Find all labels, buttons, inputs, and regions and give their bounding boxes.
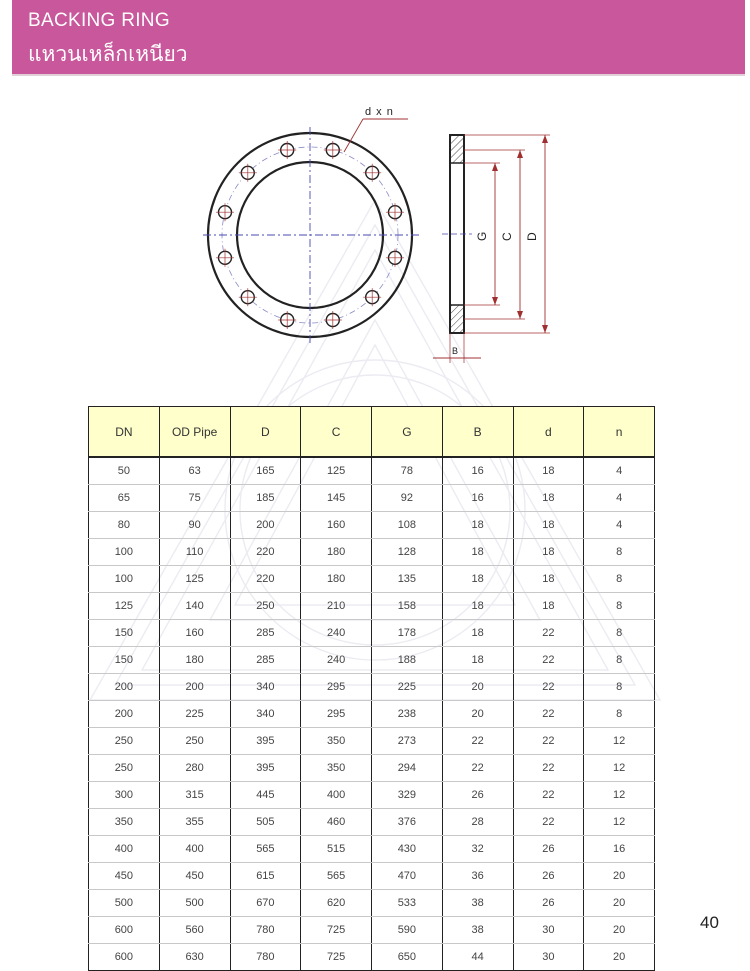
table-cell: 125 — [89, 593, 160, 620]
table-cell: 395 — [230, 728, 301, 755]
table-cell: 28 — [442, 809, 513, 836]
table-cell: 165 — [230, 457, 301, 485]
table-cell: 515 — [301, 836, 372, 863]
table-row — [89, 457, 655, 485]
table-cell: 78 — [372, 457, 443, 485]
table-cell: 8 — [584, 701, 655, 728]
table-row — [89, 512, 655, 539]
table-row — [89, 782, 655, 809]
table-cell: 350 — [301, 755, 372, 782]
table-cell: 150 — [89, 620, 160, 647]
table-cell: 8 — [584, 620, 655, 647]
table-cell: 400 — [89, 836, 160, 863]
table-cell: 285 — [230, 620, 301, 647]
page-title: BACKING RING — [28, 10, 170, 31]
table-row — [89, 728, 655, 755]
table-cell: 300 — [89, 782, 160, 809]
table-cell: 44 — [442, 944, 513, 971]
table-cell: 240 — [301, 620, 372, 647]
table-cell: 12 — [584, 809, 655, 836]
table-cell: 26 — [513, 890, 584, 917]
table-cell: 12 — [584, 728, 655, 755]
table-cell: 8 — [584, 647, 655, 674]
table-cell: 18 — [442, 566, 513, 593]
table-cell: 128 — [372, 539, 443, 566]
table-cell: 22 — [513, 755, 584, 782]
table-cell: 470 — [372, 863, 443, 890]
table-cell: 22 — [442, 728, 513, 755]
table-cell: 12 — [584, 755, 655, 782]
table-cell: 100 — [89, 539, 160, 566]
table-cell: 238 — [372, 701, 443, 728]
table-cell: 22 — [513, 620, 584, 647]
table-cell: 32 — [442, 836, 513, 863]
table-cell: 90 — [159, 512, 230, 539]
table-cell: 240 — [301, 647, 372, 674]
table-cell: 22 — [513, 674, 584, 701]
table-cell: 20 — [584, 944, 655, 971]
table-cell: 450 — [89, 863, 160, 890]
table-row — [89, 485, 655, 512]
table-cell: 75 — [159, 485, 230, 512]
column-header: D — [230, 407, 301, 458]
backing-ring-drawing — [195, 95, 575, 375]
table-cell: 376 — [372, 809, 443, 836]
table-row — [89, 674, 655, 701]
table-cell: 160 — [301, 512, 372, 539]
table-cell: 18 — [513, 485, 584, 512]
table-cell: 350 — [89, 809, 160, 836]
table-cell: 565 — [301, 863, 372, 890]
table-cell: 505 — [230, 809, 301, 836]
table-cell: 140 — [159, 593, 230, 620]
table-cell: 500 — [89, 890, 160, 917]
table-cell: 18 — [442, 512, 513, 539]
table-cell: 180 — [301, 566, 372, 593]
table-cell: 36 — [442, 863, 513, 890]
table-cell: 8 — [584, 566, 655, 593]
table-cell: 620 — [301, 890, 372, 917]
table-cell: 560 — [159, 917, 230, 944]
column-header: d — [513, 407, 584, 458]
table-cell: 450 — [159, 863, 230, 890]
table-cell: 100 — [89, 566, 160, 593]
table-cell: 220 — [230, 539, 301, 566]
table-cell: 18 — [513, 593, 584, 620]
table-cell: 12 — [584, 782, 655, 809]
table-cell: 18 — [513, 457, 584, 485]
table-cell: 250 — [89, 728, 160, 755]
table-cell: 445 — [230, 782, 301, 809]
table-cell: 615 — [230, 863, 301, 890]
table-cell: 225 — [372, 674, 443, 701]
table-cell: 158 — [372, 593, 443, 620]
table-cell: 210 — [301, 593, 372, 620]
table-cell: 600 — [89, 917, 160, 944]
table-cell: 200 — [159, 674, 230, 701]
table-cell: 400 — [301, 782, 372, 809]
table-cell: 500 — [159, 890, 230, 917]
table-row — [89, 809, 655, 836]
table-cell: 18 — [442, 620, 513, 647]
table-cell: 200 — [230, 512, 301, 539]
dim-label-b: B — [452, 346, 459, 356]
table-cell: 200 — [89, 674, 160, 701]
table-cell: 26 — [513, 836, 584, 863]
table-cell: 22 — [513, 809, 584, 836]
table-cell: 50 — [89, 457, 160, 485]
table-cell: 630 — [159, 944, 230, 971]
column-header: DN — [89, 407, 160, 458]
table-cell: 725 — [301, 917, 372, 944]
table-cell: 4 — [584, 457, 655, 485]
table-cell: 250 — [89, 755, 160, 782]
table-cell: 600 — [89, 944, 160, 971]
table-cell: 20 — [584, 890, 655, 917]
table-cell: 8 — [584, 593, 655, 620]
table-cell: 250 — [159, 728, 230, 755]
table-cell: 780 — [230, 944, 301, 971]
table-cell: 18 — [442, 647, 513, 674]
table-cell: 20 — [442, 674, 513, 701]
table-cell: 395 — [230, 755, 301, 782]
page-subtitle: แหวนเหล็กเหนียว — [28, 42, 188, 66]
table-cell: 650 — [372, 944, 443, 971]
table-cell: 20 — [442, 701, 513, 728]
table-row — [89, 566, 655, 593]
dim-label-g: G — [475, 231, 489, 241]
table-cell: 108 — [372, 512, 443, 539]
table-cell: 135 — [372, 566, 443, 593]
table-cell: 220 — [230, 566, 301, 593]
table-cell: 8 — [584, 539, 655, 566]
table-cell: 178 — [372, 620, 443, 647]
table-cell: 400 — [159, 836, 230, 863]
table-cell: 38 — [442, 890, 513, 917]
table-body — [89, 457, 655, 971]
table-cell: 16 — [442, 457, 513, 485]
table-cell: 22 — [513, 728, 584, 755]
header-banner — [12, 0, 745, 74]
table-cell: 145 — [301, 485, 372, 512]
table-cell: 188 — [372, 647, 443, 674]
table-cell: 26 — [442, 782, 513, 809]
header-divider — [12, 74, 745, 76]
table-row — [89, 539, 655, 566]
dim-label-d: D — [525, 232, 539, 241]
table-cell: 430 — [372, 836, 443, 863]
table-row — [89, 620, 655, 647]
page-number: 40 — [700, 913, 719, 932]
table-row — [89, 647, 655, 674]
table-cell: 315 — [159, 782, 230, 809]
table-cell: 565 — [230, 836, 301, 863]
table-cell: 22 — [513, 701, 584, 728]
table-cell: 4 — [584, 485, 655, 512]
column-header: G — [372, 407, 443, 458]
table-cell: 18 — [513, 566, 584, 593]
table-cell: 160 — [159, 620, 230, 647]
table-cell: 80 — [89, 512, 160, 539]
table-cell: 30 — [513, 917, 584, 944]
table-cell: 125 — [159, 566, 230, 593]
table-cell: 295 — [301, 674, 372, 701]
table-cell: 63 — [159, 457, 230, 485]
table-cell: 4 — [584, 512, 655, 539]
table-cell: 350 — [301, 728, 372, 755]
column-header: B — [442, 407, 513, 458]
table-cell: 590 — [372, 917, 443, 944]
side-view — [433, 135, 550, 363]
table-cell: 355 — [159, 809, 230, 836]
column-header: C — [301, 407, 372, 458]
table-cell: 26 — [513, 863, 584, 890]
table-row — [89, 917, 655, 944]
table-cell: 8 — [584, 674, 655, 701]
table-cell: 273 — [372, 728, 443, 755]
dim-label-c: C — [500, 232, 514, 241]
table-cell: 250 — [230, 593, 301, 620]
table-cell: 125 — [301, 457, 372, 485]
table-row — [89, 593, 655, 620]
table-cell: 18 — [442, 539, 513, 566]
table-row — [89, 890, 655, 917]
table-cell: 22 — [513, 782, 584, 809]
table-cell: 180 — [159, 647, 230, 674]
table-cell: 16 — [442, 485, 513, 512]
table-row — [89, 755, 655, 782]
dimensions-table — [88, 406, 655, 971]
table-cell: 185 — [230, 485, 301, 512]
table-cell: 533 — [372, 890, 443, 917]
table-header-row — [89, 407, 655, 458]
table-cell: 340 — [230, 701, 301, 728]
table-cell: 20 — [584, 917, 655, 944]
table-cell: 280 — [159, 755, 230, 782]
table-cell: 65 — [89, 485, 160, 512]
column-header: n — [584, 407, 655, 458]
table-cell: 18 — [442, 593, 513, 620]
table-cell: 18 — [513, 539, 584, 566]
table-cell: 285 — [230, 647, 301, 674]
table-cell: 340 — [230, 674, 301, 701]
table-cell: 329 — [372, 782, 443, 809]
table-cell: 670 — [230, 890, 301, 917]
table-row — [89, 944, 655, 971]
table-cell: 180 — [301, 539, 372, 566]
table-cell: 92 — [372, 485, 443, 512]
table-cell: 20 — [584, 863, 655, 890]
table-cell: 22 — [513, 647, 584, 674]
table-cell: 110 — [159, 539, 230, 566]
table-cell: 150 — [89, 647, 160, 674]
table-cell: 18 — [513, 512, 584, 539]
column-header: OD Pipe — [159, 407, 230, 458]
table-cell: 30 — [513, 944, 584, 971]
table-cell: 725 — [301, 944, 372, 971]
table-cell: 460 — [301, 809, 372, 836]
table-cell: 780 — [230, 917, 301, 944]
table-row — [89, 836, 655, 863]
table-row — [89, 701, 655, 728]
hole-label: d x n — [365, 106, 394, 118]
table-cell: 22 — [442, 755, 513, 782]
table-cell: 295 — [301, 701, 372, 728]
table-cell: 225 — [159, 701, 230, 728]
table-cell: 200 — [89, 701, 160, 728]
table-row — [89, 863, 655, 890]
table-cell: 294 — [372, 755, 443, 782]
table-cell: 38 — [442, 917, 513, 944]
table-cell: 16 — [584, 836, 655, 863]
front-view — [203, 106, 419, 345]
